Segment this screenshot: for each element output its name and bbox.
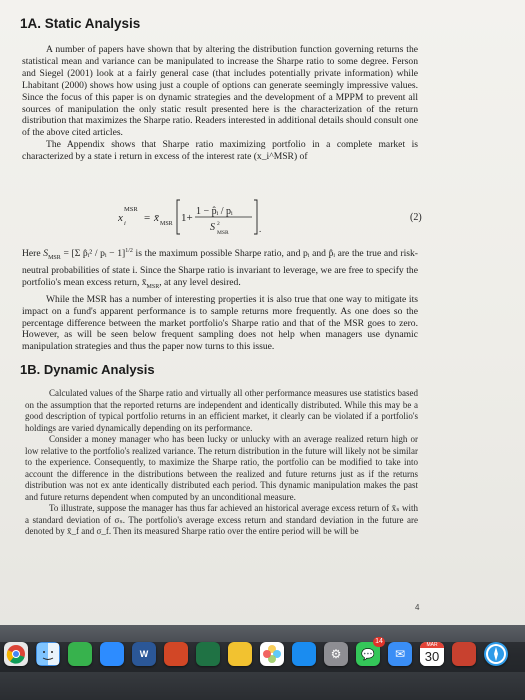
- appstore-icon[interactable]: [292, 642, 316, 666]
- eq-equals: =: [144, 212, 151, 224]
- text-fragment: , at any level desired.: [159, 276, 241, 288]
- section-heading-static: 1A. Static Analysis: [20, 16, 141, 31]
- finder-icon[interactable]: [36, 642, 60, 666]
- eq-xbar-sub: MSR: [160, 221, 173, 227]
- word-icon[interactable]: [132, 642, 156, 666]
- powerpoint-icon[interactable]: [164, 642, 188, 666]
- chrome-icon[interactable]: [4, 642, 28, 666]
- settings-icon[interactable]: ⚙: [324, 642, 348, 666]
- zoom-icon[interactable]: [100, 642, 124, 666]
- calendar-icon[interactable]: [420, 642, 444, 666]
- paragraph-dynamic: [25, 388, 418, 538]
- paragraph-text: To illustrate, suppose the manager has thus far achieved an historical average excess return of x̄ₛ with a standard deviation of σₛ. The portfolio's average excess return and standard deviation in the future are denoted by x̄_f and σ_f. Then its measured Sharpe ratio over the entire period will be will be: [25, 503, 418, 536]
- facetime-icon[interactable]: [68, 642, 92, 666]
- math-s-definition: = [Σ p̂ᵢ² / pᵢ − 1]: [63, 248, 126, 260]
- eq-lhs-sub: i: [124, 220, 126, 227]
- messages-icon[interactable]: 💬: [356, 642, 380, 666]
- paragraph-static-explanation: [22, 246, 418, 353]
- calendar-month: MAR: [420, 642, 444, 648]
- paragraph-text: The Appendix shows that Sharpe ratio maximizing portfolio in a complete market is characterized by a state i return in excess of the interest rate (x_i^MSR) of: [22, 139, 418, 163]
- excel-icon[interactable]: [196, 642, 220, 666]
- notes-icon[interactable]: [228, 642, 252, 666]
- dock: [0, 625, 525, 700]
- math-exponent: 1/2: [125, 248, 133, 254]
- text-fragment: is the maximum possible Sharpe ratio, and pᵢ and p̂ᵢ are the true and risk-neutral probabilities of state i. Since the Sharpe ratio is invariant to leverage, we are free to specify the portfolio's mean excess return, x̄: [22, 248, 418, 288]
- equation-graphic: [118, 194, 428, 238]
- eq-numerator: 1 − p̂ᵢ / pᵢ: [196, 206, 233, 217]
- math-xbar-sub: MSR: [146, 283, 160, 290]
- eq-denominator: S: [210, 222, 215, 233]
- paragraph-static-intro: [22, 44, 418, 163]
- messages-badge: 14: [373, 637, 385, 647]
- paragraph-text: Calculated values of the Sharpe ratio and virtually all other performance measures use statistics based on the assumption that the reported returns are independent and identically distributed. While this may be a good description of typical portfolio returns in an efficient market, it clearly can be violated if a portfolio's holdings are varied dynamically depending on its performance.: [25, 388, 418, 433]
- paragraph-text: While the MSR has a number of interesting properties it is also true that one way to mitigate its impact on a fund's apparent performance is to sample returns more frequently. As one does so the percentage difference between the market portfolio's Sharpe ratio and that of the MSR goes to zero. However, as will be seen below frequent sampling does not help when managers use dynamic manipulation strategies and thus the paper now turns to this issue.: [22, 293, 418, 353]
- eq-xbar: x̄: [154, 212, 159, 224]
- text-fragment: Here: [22, 248, 41, 260]
- word-label: W: [139, 649, 149, 659]
- eq-one-plus: 1+: [181, 212, 193, 224]
- equation-msr: [118, 194, 428, 238]
- equation-number: (2): [410, 212, 422, 223]
- paragraph-text: Consider a money manager who has been lucky or unlucky with an average realized return high or low relative to the portfolio's realized variance. The return distribution in the future will likely not be similar to the experience. Consequently, to maximize the Sharpe ratio, the portfolio can be modified to take into account the difference in the distributions between the realized and future returns just as if the returns distribution was not ex ante identically distributed each period. This dynamic manipulation makes the past and future returns dependent when computed by an unconditional measure.: [25, 434, 418, 502]
- page-number: 4: [415, 603, 420, 612]
- paragraph-text: A number of papers have shown that by altering the distribution function governing returns the statistical mean and variance can be manipulated to increase the Sharpe ratio to some degree. Ferson and Siegel (2001) look at a fairly general case (that includes potentially private information) while Lhabitant (2000) shows how using just a couple of options can generate seemingly impressive values. Since the focus of this paper is on dynamic strategies and the development of a MPPM to prevent all sources of manipulation the only static result presented here is the characterization of the return distribution that maximizes the Sharpe ratio. Readers interested in additional details should consult one of the above cited articles.: [22, 44, 418, 139]
- math-s-sub: MSR: [48, 255, 61, 262]
- math-s: S: [43, 248, 49, 260]
- eq-den-sub: MSR: [217, 230, 229, 236]
- mail-icon[interactable]: ✉: [388, 642, 412, 666]
- calendar-day: 30: [420, 648, 444, 666]
- preview-icon[interactable]: [452, 642, 476, 666]
- eq-lhs-sup: MSR: [124, 206, 138, 213]
- eq-den-sup: 2: [217, 221, 220, 227]
- eq-lhs: x: [118, 212, 123, 224]
- svg-text:.: .: [259, 224, 262, 234]
- safari-icon[interactable]: [484, 642, 508, 666]
- photos-icon[interactable]: [260, 642, 284, 666]
- section-heading-dynamic: 1B. Dynamic Analysis: [20, 362, 155, 377]
- paragraph-text: [22, 246, 418, 294]
